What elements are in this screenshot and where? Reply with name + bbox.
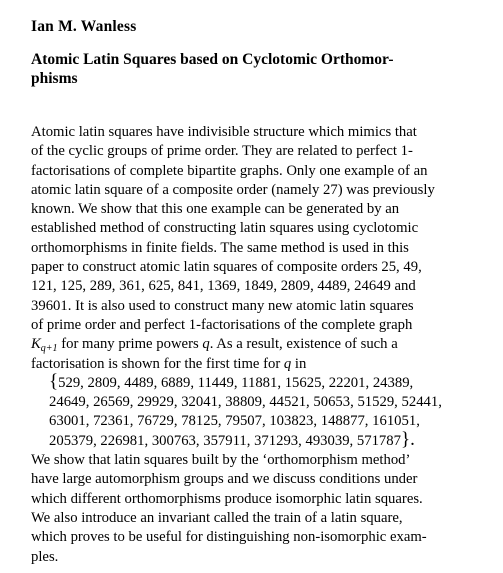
abstract-line: have large automorphism groups and we discuss conditions under (31, 471, 418, 488)
graph-symbol: K (31, 336, 41, 353)
graph-line-text: . As a result, existence of such a (209, 336, 398, 353)
abstract-line: We also introduce an invariant called the train of a latin square, (31, 509, 403, 526)
abstract-line: factorisations of complete bipartite graphs. Only one example of an (31, 162, 428, 179)
abstract-first-time-line (31, 355, 479, 374)
first-time-text: factorisation is shown for the first time for (31, 355, 284, 372)
set-line: 63001, 72361, 76729, 78125, 79507, 103823, 148877, 161051, (49, 413, 420, 430)
paper-title (31, 51, 479, 90)
set-close-brace: }. (400, 428, 415, 450)
abstract-line: Atomic latin squares have indivisible structure which mimics that (31, 124, 417, 140)
abstract-line: We show that latin squares built by the ‘orthomorphism method’ (31, 452, 411, 469)
abstract-line: established method of constructing latin squares using cyclotomic (31, 220, 419, 237)
abstract-line: atomic latin square of a composite order (namely 27) was previously (31, 181, 435, 198)
abstract-graph-line (31, 335, 479, 354)
graph-subscript: q+1 (40, 343, 58, 355)
set-line (49, 428, 479, 451)
variable-q: q (202, 336, 210, 353)
set-open-brace: { (49, 370, 59, 392)
abstract-line: ples. (31, 548, 59, 565)
first-time-suffix: in (291, 355, 307, 372)
abstract-line: of the cyclic groups of prime order. They are related to perfect 1- (31, 143, 413, 160)
prime-power-set (49, 370, 479, 451)
abstract-line: orthomorphisms in finite fields. The same method is used in this (31, 239, 409, 256)
abstract-line: 121, 125, 289, 361, 625, 841, 1369, 1849, 2809, 4489, 24649 and (31, 278, 416, 295)
set-values: 205379, 226981, 300763, 357911, 371293, 493039, 571787 (49, 432, 401, 449)
abstract-line: which different orthomorphisms produce isomorphic latin squares. (31, 490, 423, 507)
title-line-1: Atomic Latin Squares based on Cyclotomic Orthomor- (31, 51, 394, 68)
title-line-2: phisms (31, 70, 78, 88)
abstract-line: 39601. It is also used to construct many new atomic latin squares (31, 297, 414, 314)
abstract-line: which proves to be useful for distinguishing non-isomorphic exam- (31, 529, 427, 546)
abstract-line: known. We show that this one example can be generated by an (31, 201, 400, 218)
variable-q: q (283, 355, 292, 372)
abstract-line: paper to construct atomic latin squares of composite orders 25, 49, (31, 259, 422, 276)
author-name: Ian M. Wanless (31, 18, 137, 35)
abstract-line: of prime order and perfect 1-factorisations of the complete graph (31, 316, 413, 333)
graph-line-text: for many prime powers (57, 336, 203, 353)
abstract (31, 123, 479, 567)
set-values: 529, 2809, 4489, 6889, 11449, 11881, 15625, 22201, 24389, (58, 374, 414, 391)
set-line: 24649, 26569, 29929, 32041, 38809, 44521, 50653, 51529, 52441, (49, 394, 442, 411)
set-line (49, 370, 479, 393)
